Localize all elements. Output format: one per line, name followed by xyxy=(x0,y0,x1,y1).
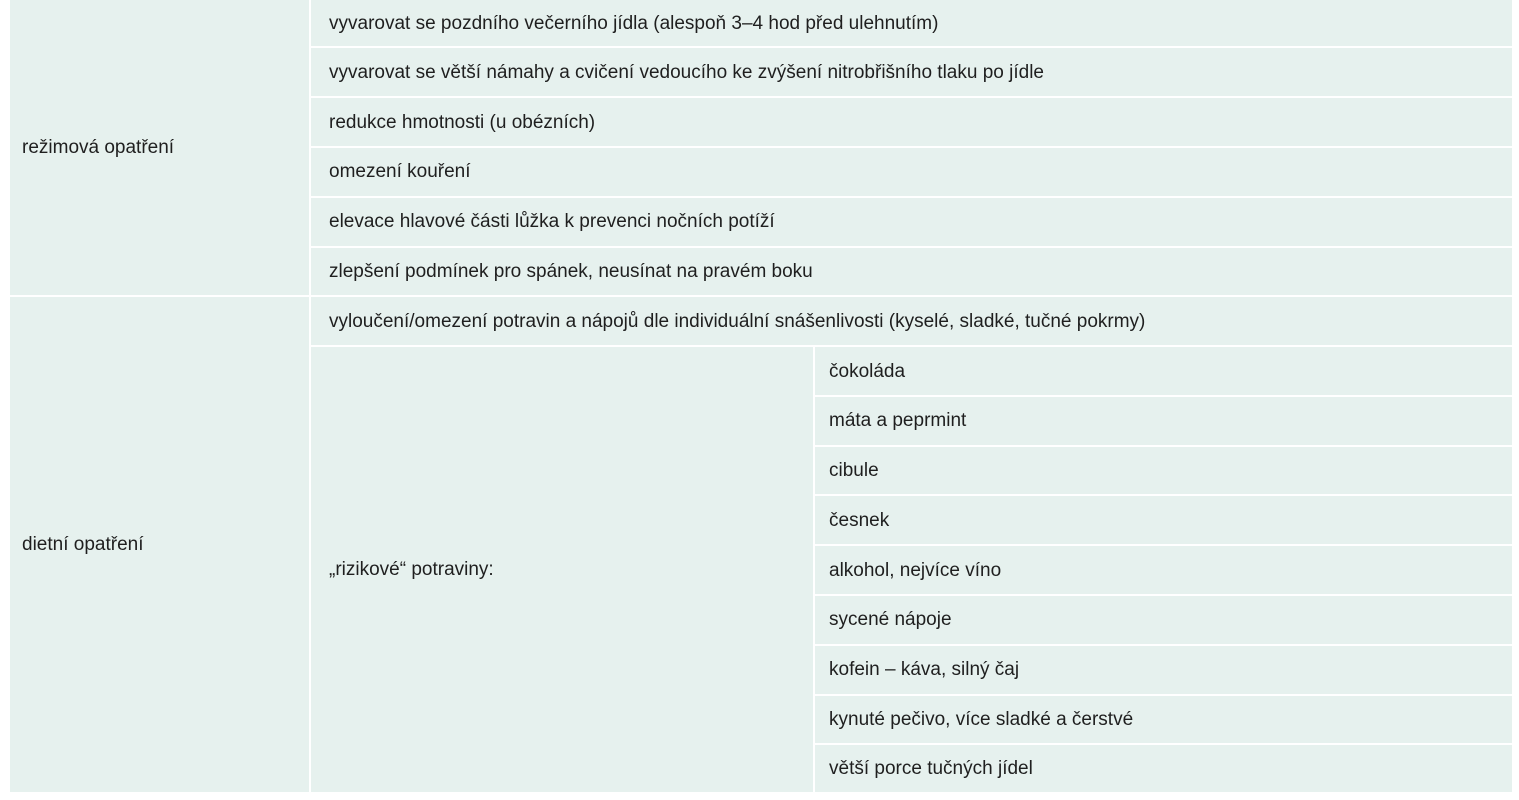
risk-food-item: alkohol, nejvíce víno xyxy=(814,545,1512,595)
measures-table-container xyxy=(10,0,1512,792)
table-row xyxy=(10,296,1512,346)
risk-food-item: sycené nápoje xyxy=(814,595,1512,645)
risk-food-item: čokoláda xyxy=(814,346,1512,396)
risk-food-item: kofein – káva, silný čaj xyxy=(814,645,1512,695)
regime-measure-4: omezení kouření xyxy=(310,147,1512,197)
risk-food-item: kynuté pečivo, více sladké a čerstvé xyxy=(814,695,1512,745)
regime-measure-3: redukce hmotnosti (u obézních) xyxy=(310,97,1512,147)
risk-food-item: větší porce tučných jídel xyxy=(814,744,1512,792)
diet-intolerance: vyloučení/omezení potravin a nápojů dle individuální snášenlivosti (kyselé, sladké, tučné pokrmy) xyxy=(310,296,1512,346)
measures-table xyxy=(10,0,1512,792)
risk-food-item: cibule xyxy=(814,446,1512,496)
risk-foods-label: „rizikové“ potraviny: xyxy=(310,346,814,792)
section-label-regime: režimová opatření xyxy=(10,0,310,296)
section-label-diet: dietní opatření xyxy=(10,296,310,792)
table-row xyxy=(10,0,1512,47)
regime-measure-5: elevace hlavové části lůžka k prevenci nočních potíží xyxy=(310,197,1512,247)
regime-measure-1: vyvarovat se pozdního večerního jídla (alespoň 3–4 hod před ulehnutím) xyxy=(310,0,1512,47)
risk-food-item: česnek xyxy=(814,495,1512,545)
regime-measure-2: vyvarovat se větší námahy a cvičení vedoucího ke zvýšení nitrobřišního tlaku po jídle xyxy=(310,47,1512,97)
risk-food-item: máta a peprmint xyxy=(814,396,1512,446)
regime-measure-6: zlepšení podmínek pro spánek, neusínat na pravém boku xyxy=(329,260,813,282)
